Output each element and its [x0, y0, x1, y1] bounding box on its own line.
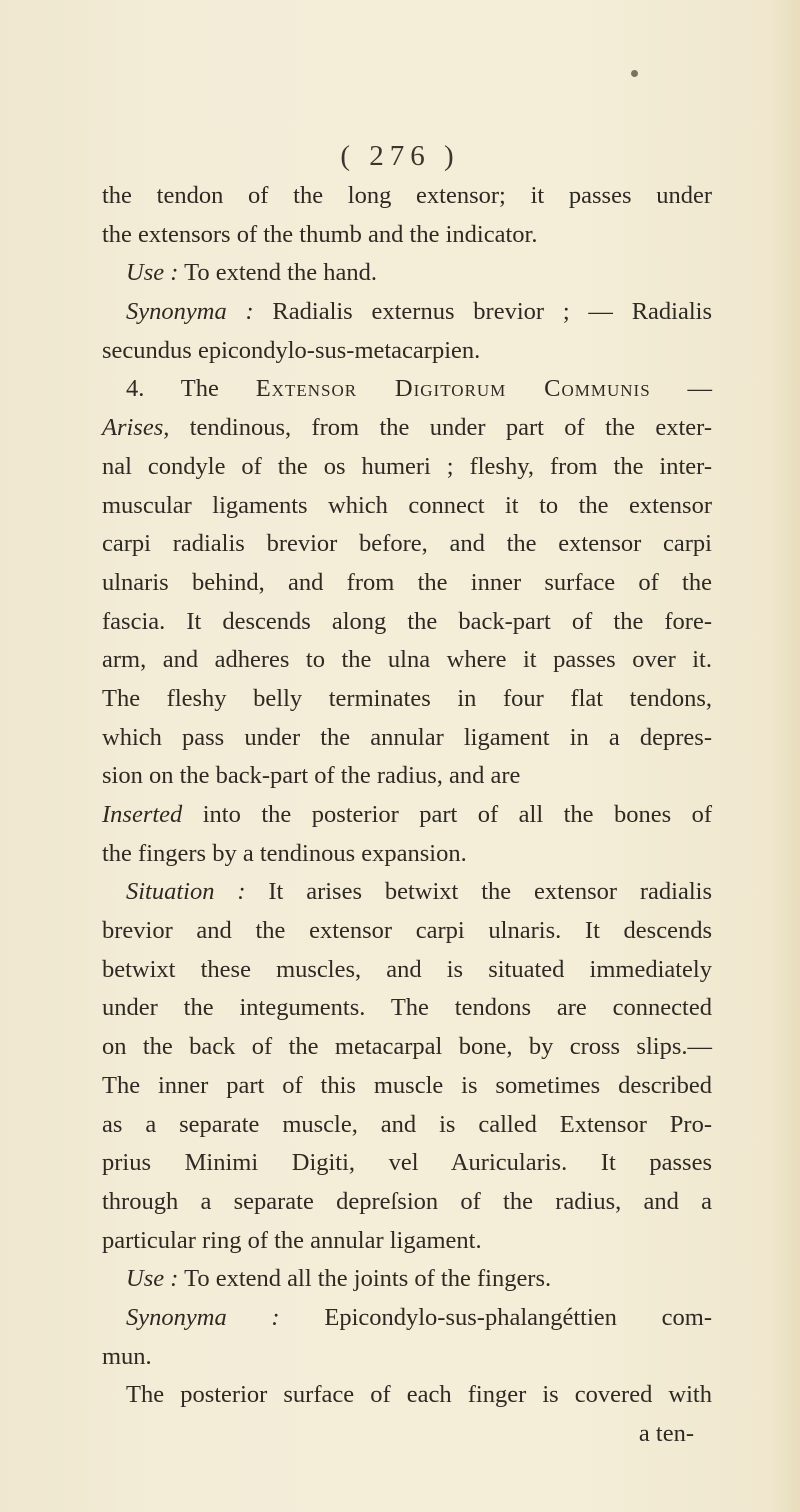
text-line — [102, 1067, 712, 1106]
text-line — [102, 796, 712, 835]
text-line — [102, 1183, 712, 1222]
body-text — [102, 177, 712, 1454]
text-line — [102, 912, 712, 951]
text-line — [102, 873, 712, 912]
text-segment: prius Minimi Digiti, vel Auricularis. It passes — [102, 1149, 712, 1177]
text-line — [102, 254, 712, 293]
text-segment: Epicondylo-sus-phalangéttien com- — [279, 1303, 713, 1331]
italic-text: Situation : — [126, 878, 246, 906]
text-segment: To extend the hand. — [178, 259, 377, 287]
text-line — [102, 1222, 712, 1261]
text-line — [102, 487, 712, 526]
text-line — [102, 564, 712, 603]
text-segment: ulnaris behind, and from the inner surface of the — [102, 568, 712, 596]
text-segment: 4. The — [126, 375, 256, 403]
text-segment: The inner part of this muscle is sometimes described — [102, 1071, 712, 1099]
text-line — [102, 293, 712, 332]
page-number: ( 276 ) — [340, 140, 460, 172]
text-line — [102, 1144, 712, 1183]
text-line — [102, 1299, 712, 1338]
italic-text: Synonyma : — [126, 298, 254, 326]
text-segment: the tendon of the long extensor; it passes under — [102, 182, 712, 209]
text-segment: under the integuments. The tendons are connected — [102, 994, 712, 1022]
text-line — [102, 1376, 712, 1415]
text-segment: betwixt these muscles, and is situated immediately — [102, 955, 712, 983]
text-line — [102, 835, 712, 874]
text-segment: into the posterior part of all the bones of — [182, 801, 712, 828]
text-line — [102, 1415, 712, 1454]
text-segment: brevior and the extensor carpi ulnaris. It descends — [102, 917, 712, 945]
text-segment: The fleshy belly terminates in four flat tendons, — [102, 684, 712, 712]
ink-spot — [631, 70, 638, 77]
text-line — [102, 332, 712, 371]
text-segment: It arises betwixt the extensor radialis — [245, 878, 713, 906]
italic-text: Use : — [126, 259, 179, 287]
text-segment: mun. — [102, 1342, 152, 1370]
text-segment: secundus epicondylo-sus-metacarpien. — [102, 336, 481, 364]
italic-text: Use : — [126, 1265, 179, 1293]
text-line — [102, 1260, 712, 1299]
small-caps-heading: Extensor Digitorum Communis — [255, 375, 651, 403]
text-segment: nal condyle of the os humeri ; fleshy, from the inter- — [102, 452, 712, 480]
text-line — [102, 448, 712, 487]
text-line — [102, 370, 712, 409]
text-line — [102, 757, 712, 796]
text-segment: the fingers by a tendinous expansion. — [102, 839, 467, 867]
text-segment: tendinous, from the under part of the exter- — [169, 414, 712, 442]
text-segment: To extend all the joints of the fingers. — [178, 1265, 552, 1293]
text-segment: sion on the back-part of the radius, and are — [102, 762, 521, 790]
text-segment: carpi radialis brevior before, and the extensor carpi — [102, 530, 712, 558]
text-line — [102, 603, 712, 642]
text-segment: as a separate muscle, and is called Extensor Pro- — [102, 1110, 712, 1138]
text-line — [102, 680, 712, 719]
text-segment: fascia. It descends along the back-part of the fore- — [102, 607, 712, 635]
text-segment: particular ring of the annular ligament. — [102, 1226, 482, 1254]
text-line — [102, 525, 712, 564]
text-segment: a ten- — [638, 1420, 694, 1447]
text-segment: Radialis externus brevior ; — Radialis — [253, 298, 712, 326]
text-segment: The posterior surface of each finger is covered with — [126, 1381, 712, 1409]
text-segment: which pass under the annular ligament in a depres- — [102, 723, 712, 751]
text-line — [102, 719, 712, 758]
text-segment: muscular ligaments which connect it to the extensor — [102, 491, 712, 519]
text-line — [102, 409, 712, 448]
text-segment: on the back of the metacarpal bone, by cross slips.— — [102, 1033, 712, 1061]
text-line — [102, 1338, 712, 1377]
text-segment: through a separate depreſsion of the radius, and a — [102, 1187, 712, 1215]
text-segment: — — [650, 375, 712, 403]
italic-text: Inserted — [102, 801, 183, 828]
text-line — [102, 177, 712, 216]
italic-text: Arises, — [102, 414, 170, 442]
text-segment: the extensors of the thumb and the indicator. — [102, 220, 538, 248]
text-line — [102, 989, 712, 1028]
text-line — [102, 641, 712, 680]
text-line — [102, 216, 712, 255]
text-segment: arm, and adheres to the ulna where it passes over it. — [102, 646, 712, 674]
italic-text: Synonyma : — [126, 1303, 280, 1331]
text-line — [102, 1028, 712, 1067]
text-line — [102, 951, 712, 990]
text-line — [102, 1106, 712, 1145]
page-edge-shadow — [770, 0, 800, 1512]
